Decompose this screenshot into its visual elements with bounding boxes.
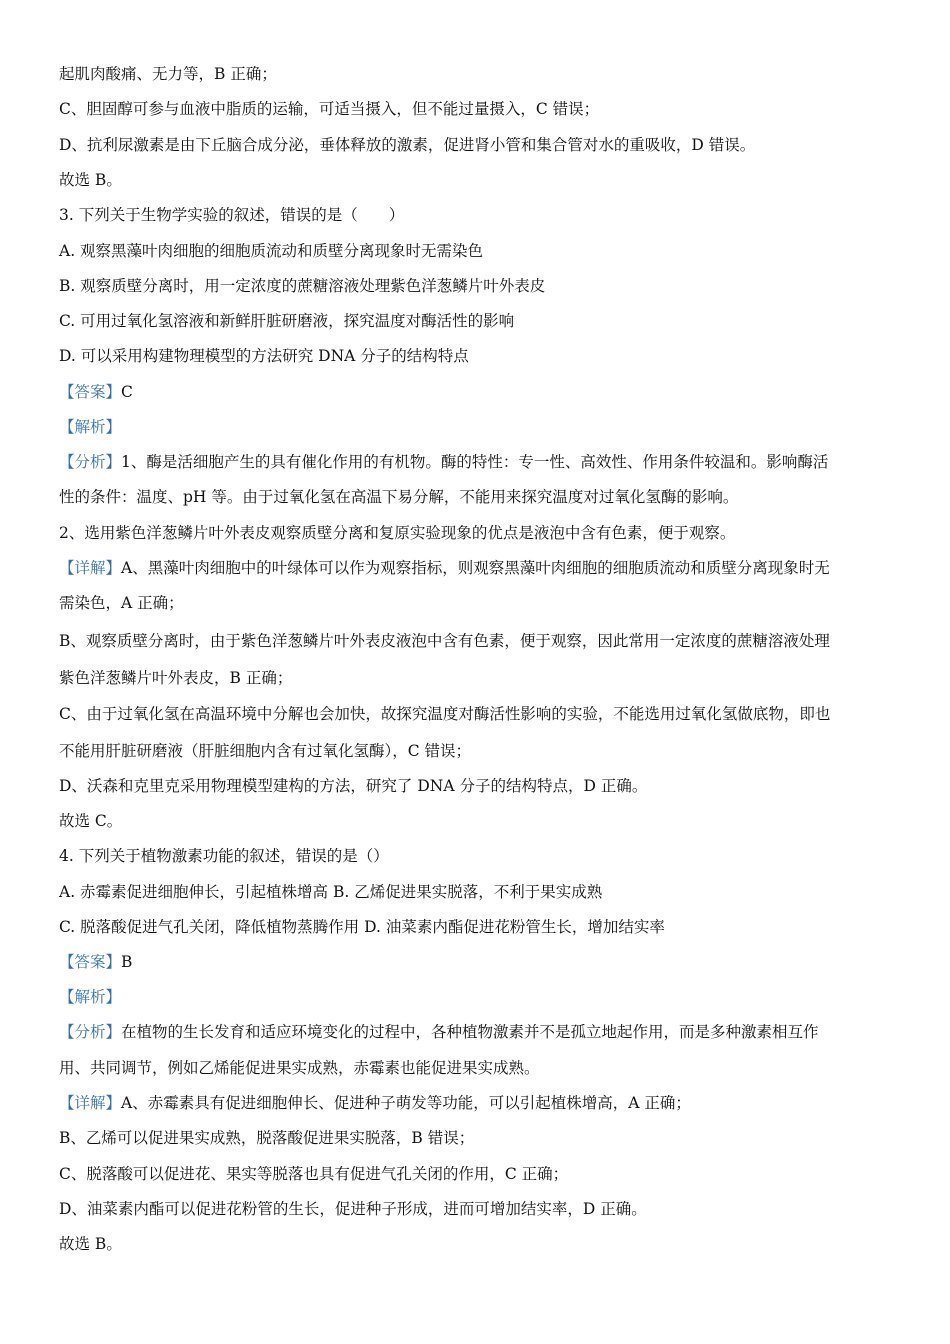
line-text: A. 观察黑藻叶肉细胞的细胞质流动和质壁分离现象时无需染色 [59, 242, 484, 260]
line-text: C、脱落酸可以促进花、果实等脱落也具有促进气孔关闭的作用，C 正确； [59, 1165, 569, 1183]
text-line [59, 311, 910, 331]
line-text: 4. 下列关于植物激素功能的叙述，错误的是（） [59, 847, 389, 865]
line-text: B [121, 953, 133, 971]
line-text: 紫色洋葱鳞片叶外表皮，B 正确； [59, 669, 293, 687]
line-text: 起肌肉酸痛、无力等，B 正确； [59, 65, 277, 83]
line-text: C. 脱落酸促进气孔关闭，降低植物蒸腾作用 D. 油菜素内酯促进花粉管生长，增加结实率 [59, 918, 665, 936]
text-line [59, 952, 910, 972]
section-tag: 【解析】 [59, 418, 122, 436]
line-text: C [121, 383, 133, 401]
text-line [59, 241, 910, 261]
line-text: D、抗利尿激素是由下丘脑合成分泌，垂体释放的激素，促进肾小管和集合管对水的重吸收，D 错误。 [59, 136, 756, 154]
text-line [59, 776, 910, 796]
text-line [59, 1128, 910, 1148]
line-text: A. 赤霉素促进细胞伸长，引起植株增高 B. 乙烯促进果实脱落，不利于果实成熟 [59, 883, 603, 901]
section-tag: 【详解】 [59, 559, 122, 577]
text-line [59, 1199, 910, 1219]
text-line [59, 99, 910, 119]
text-line [59, 135, 910, 155]
text-line [59, 1022, 910, 1042]
text-line [59, 846, 910, 866]
line-text: C. 可用过氧化氢溶液和新鲜肝脏研磨液，探究温度对酶活性的影响 [59, 312, 515, 330]
text-line [59, 487, 910, 507]
line-text: A、赤霉素具有促进细胞伸长、促进种子萌发等功能，可以引起植株增高，A 正确； [121, 1094, 691, 1112]
text-line [59, 276, 910, 296]
line-text: 故选 C。 [59, 812, 123, 830]
line-text: 不能用肝脏研磨液（肝脏细胞内含有过氧化氢酶），C 错误； [59, 742, 472, 760]
text-line [59, 346, 910, 366]
text-line [59, 205, 910, 225]
text-line [59, 917, 910, 937]
line-text: D. 可以采用构建物理模型的方法研究 DNA 分子的结构特点 [59, 347, 469, 365]
text-line [59, 631, 910, 651]
text-line [59, 417, 910, 437]
text-line [59, 811, 910, 831]
text-line [59, 558, 910, 578]
text-line [59, 741, 910, 761]
section-tag: 【答案】 [59, 953, 122, 971]
text-line [59, 1234, 910, 1254]
text-line [59, 1058, 910, 1078]
line-text: 故选 B。 [59, 171, 122, 189]
text-line [59, 170, 910, 190]
section-tag: 【分析】 [59, 453, 122, 471]
line-text: A、黑藻叶肉细胞中的叶绿体可以作为观察指标，则观察黑藻叶肉细胞的细胞质流动和质壁分离现象时无 [121, 559, 830, 577]
text-line [59, 668, 910, 688]
text-line [59, 382, 910, 402]
line-text: 性的条件：温度、pH 等。由于过氧化氢在高温下易分解，不能用来探究温度对过氧化氢酶的影响。 [59, 488, 739, 506]
line-text: 2、选用紫色洋葱鳞片叶外表皮观察质壁分离和复原实验现象的优点是液泡中含有色素，便于观察。 [59, 524, 736, 542]
section-tag: 【答案】 [59, 383, 122, 401]
line-text: D、沃森和克里克采用物理模型建构的方法，研究了 DNA 分子的结构特点，D 正确。 [59, 777, 648, 795]
text-line [59, 64, 910, 84]
line-text: D、油菜素内酯可以促进花粉管的生长，促进种子形成，进而可增加结实率，D 正确。 [59, 1200, 647, 1218]
text-line [59, 1164, 910, 1184]
text-line [59, 452, 910, 472]
line-text: B. 观察质壁分离时，用一定浓度的蔗糖溶液处理紫色洋葱鳞片叶外表皮 [59, 277, 546, 295]
line-text: 用、共同调节，例如乙烯能促进果实成熟，赤霉素也能促进果实成熟。 [59, 1059, 540, 1077]
text-line [59, 987, 910, 1007]
line-text: B、观察质壁分离时，由于紫色洋葱鳞片叶外表皮液泡中含有色素，便于观察，因此常用一定浓度的蔗糖溶液处理 [59, 632, 830, 650]
line-text: B、乙烯可以促进果实成熟，脱落酸促进果实脱落，B 错误； [59, 1129, 475, 1147]
line-text: 需染色，A 正确； [59, 594, 184, 612]
text-line [59, 704, 910, 724]
line-text: 3. 下列关于生物学实验的叙述，错误的是（ ） [59, 206, 405, 224]
text-line [59, 882, 910, 902]
text-line [59, 523, 910, 543]
text-line [59, 1093, 910, 1113]
line-text: C、由于过氧化氢在高温环境中分解也会加快，故探究温度对酶活性影响的实验，不能选用过氧化氢做底物，即也 [59, 705, 831, 723]
section-tag: 【解析】 [59, 988, 122, 1006]
line-text: C、胆固醇可参与血液中脂质的运输，可适当摄入，但不能过量摄入，C 错误； [59, 100, 600, 118]
line-text: 在植物的生长发育和适应环境变化的过程中，各种植物激素并不是孤立地起作用，而是多种激素相互作 [121, 1023, 819, 1041]
line-text: 1、酶是活细胞产生的具有催化作用的有机物。酶的特性：专一性、高效性、作用条件较温和。影响酶活 [121, 453, 829, 471]
text-line [59, 593, 910, 613]
section-tag: 【详解】 [59, 1094, 122, 1112]
line-text: 故选 B。 [59, 1235, 122, 1253]
section-tag: 【分析】 [59, 1023, 122, 1041]
